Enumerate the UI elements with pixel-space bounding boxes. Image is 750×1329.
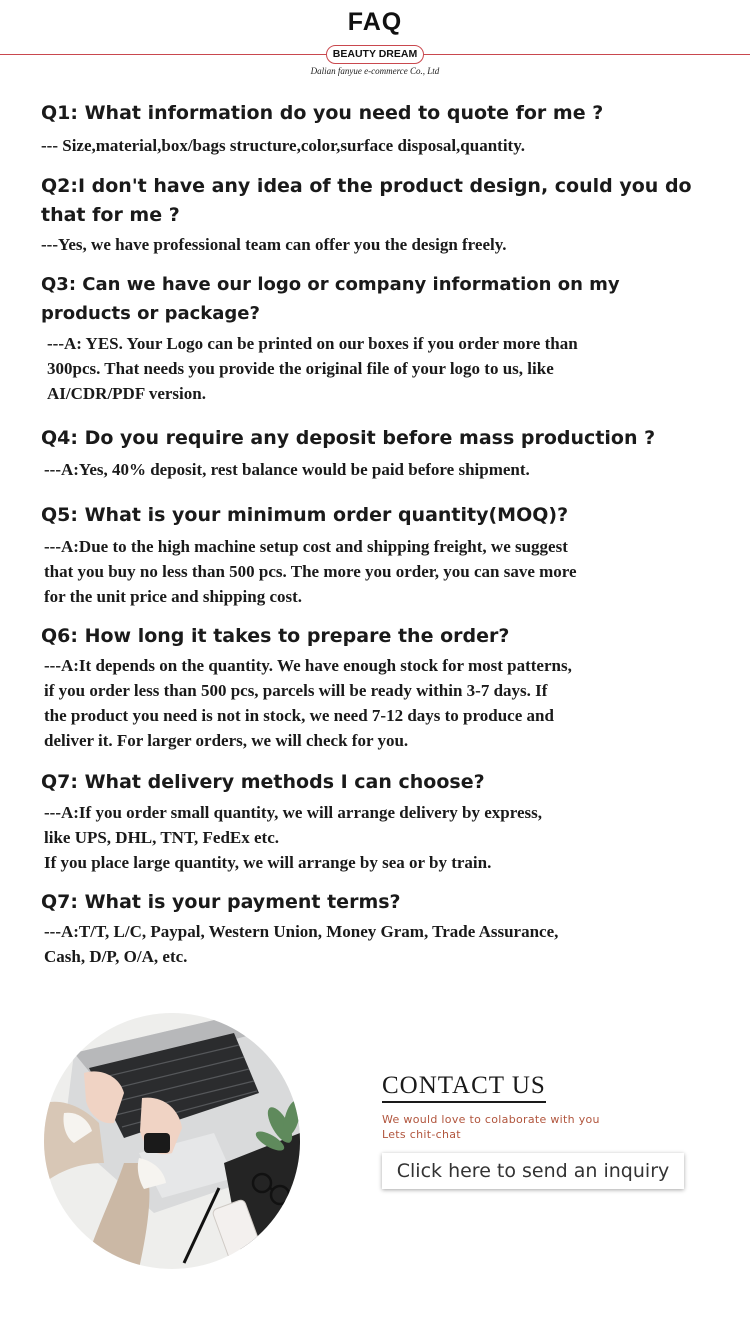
faq-question-1: Q1: What information do you need to quote for me ? [41, 102, 604, 124]
faq-question-3: Q3: Can we have our logo or company information on my products or package? [41, 274, 620, 324]
brand-logo: BEAUTY DREAM [326, 45, 424, 64]
faq-question-2: Q2:I don't have any idea of the product design, could you do that for me ? [41, 175, 692, 226]
contact-tagline: We would love to colaborate with you [382, 1113, 600, 1126]
faq-answer-1: --- Size,material,box/bags structure,color,surface disposal,quantity. [41, 136, 526, 155]
faq-answer-6: ---A:It depends on the quantity. We have enough stock for most patterns, if you order less than 500 pcs, parcels will be ready within 3-7 days. If the product you need is not in stock, we need 7-12 days to produce and deliver it. For larger orders, we will check for you. [44, 656, 572, 750]
faq-answer-2: ---Yes, we have professional team can offer you the design freely. [41, 235, 507, 254]
laptop-desk-photo [44, 1013, 300, 1269]
faq-question-6: Q6: How long it takes to prepare the order? [41, 625, 510, 647]
laptop-illustration [44, 1013, 300, 1269]
faq-answer-8: ---A:T/T, L/C, Paypal, Western Union, Money Gram, Trade Assurance, Cash, D/P, O/A, etc. [44, 922, 559, 966]
page-header [0, 0, 750, 90]
contact-subtagline: Lets chit-chat [382, 1128, 461, 1141]
page-title: FAQ [347, 8, 403, 36]
faq-answer-4: ---A:Yes, 40% deposit, rest balance would be paid before shipment. [44, 460, 530, 479]
send-inquiry-button[interactable]: Click here to send an inquiry [382, 1153, 684, 1189]
faq-question-8: Q7: What is your payment terms? [41, 891, 401, 913]
faq-answer-3: ---A: YES. Your Logo can be printed on our boxes if you order more than 300pcs. That needs you provide the original file of your logo to us, like AI/CDR/PDF version. [47, 334, 578, 403]
faq-question-7: Q7: What delivery methods I can choose? [41, 771, 485, 793]
faq-answer-7: ---A:If you order small quantity, we will arrange delivery by express, like UPS, DHL, TNT, FedEx etc. If you place large quantity, we will arrange by sea or by train. [44, 803, 542, 872]
faq-question-4: Q4: Do you require any deposit before mass production ? [41, 427, 656, 449]
company-name: Dalian fanyue e-commerce Co., Ltd [310, 66, 440, 76]
faq-answer-5: ---A:Due to the high machine setup cost and shipping freight, we suggest that you buy no less than 500 pcs. The more you order, you can save more for the unit price and shipping cost. [44, 537, 577, 606]
faq-question-5: Q5: What is your minimum order quantity(MOQ)? [41, 504, 569, 526]
contact-us-heading: CONTACT US [382, 1073, 546, 1103]
